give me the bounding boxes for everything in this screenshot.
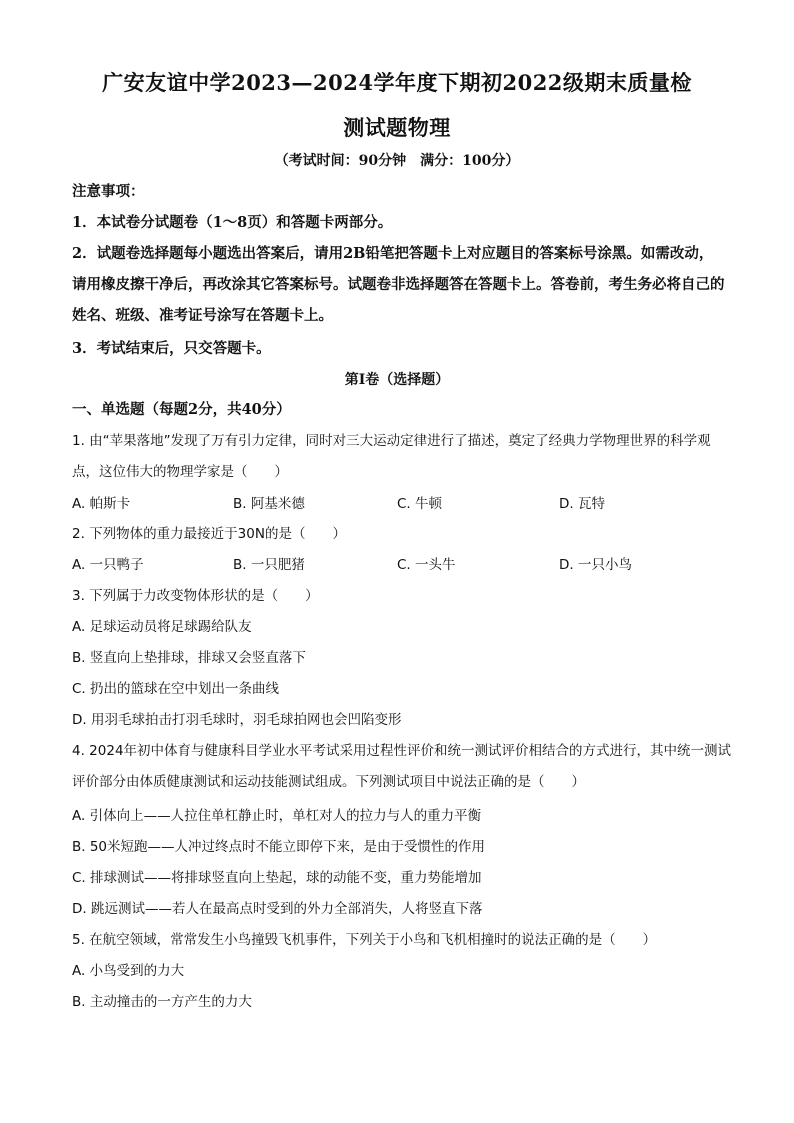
- question-2-option-a: A. 一只鸭子: [72, 557, 144, 573]
- question-3-stem: 3. 下列属于力改变物体形状的是（ ）: [72, 588, 319, 604]
- question-3-option-c: C. 扔出的篮球在空中划出一条曲线: [72, 681, 280, 697]
- question-4-option-b: B. 50米短跑——人冲过终点时不能立即停下来，是由于受惯性的作用: [72, 839, 486, 855]
- question-1-option-c: C. 牛顿: [397, 496, 443, 512]
- question-2-option-d: D. 一只小鸟: [559, 557, 632, 573]
- question-1-option-d: D. 瓦特: [559, 496, 605, 512]
- question-2-option-c: C. 一头牛: [397, 557, 456, 573]
- question-3-option-d: D. 用羽毛球拍击打羽毛球时，羽毛球拍网也会凹陷变形: [72, 712, 402, 728]
- notice-item-3: 3．考试结束后，只交答题卡。: [72, 340, 271, 357]
- question-1-option-b: B. 阿基米德: [233, 496, 305, 512]
- question-1-stem: 1. 由“苹果落地”发现了万有引力定律，同时对三大运动定律进行了描述，奠定了经典力学物理世界的科学观点，这位伟大的物理学家是（ ）: [72, 433, 711, 480]
- question-4-stem: 4. 2024年初中体育与健康科目学业水平考试采用过程性评价和统一测试评价相结合的方式进行，其中统一测试评价部分由体质健康测试和运动技能测试组成。下列测试项目中说法正确的是（ ）: [72, 743, 732, 790]
- question-5-option-a: A. 小鸟受到的力大: [72, 963, 185, 979]
- question-1-option-a: A. 帕斯卡: [72, 496, 131, 512]
- question-5-stem: 5. 在航空领域，常常发生小鸟撞毁飞机事件，下列关于小鸟和飞机相撞时的说法正确的是（ ）: [72, 932, 657, 948]
- question-5-option-b: B. 主动撞击的一方产生的力大: [72, 994, 252, 1010]
- question-3-option-b: B. 竖直向上垫排球，排球又会竖直落下: [72, 650, 306, 666]
- question-2-stem: 2. 下列物体的重力最接近于30N的是（ ）: [72, 526, 346, 542]
- notice-item-1: 1．本试卷分试题卷（1～8页）和答题卡两部分。: [72, 214, 393, 231]
- exam-info: （考试时间：90分钟 满分：100分）: [274, 153, 520, 169]
- question-4-option-d: D. 跳远测试——若人在最高点时受到的外力全部消失，人将竖直下落: [72, 901, 483, 917]
- question-2-option-b: B. 一只肥猪: [233, 557, 305, 573]
- question-3-option-a: A. 足球运动员将足球踢给队友: [72, 619, 252, 635]
- notice-heading: 注意事项：: [72, 183, 145, 200]
- question-4-option-a: A. 引体向上——人拉住单杠静止时，单杠对人的拉力与人的重力平衡: [72, 808, 482, 824]
- notice-item-2: 2．试题卷选择题每小题选出答案后，请用2B铅笔把答题卡上对应题目的答案标号涂黑。如需改动，请用橡皮擦干净后，再改涂其它答案标号。试题卷非选择题答在答题卡上。答卷前，考生务必将自己的姓名、班级、准考证号涂写在答题卡上。: [72, 245, 725, 324]
- exam-title-line1: 广安友谊中学2023—2024学年度下期初2022级期末质量检: [102, 70, 692, 95]
- section-heading: 一、单选题（每题2分，共40分）: [72, 401, 291, 418]
- part1-heading: 第I卷（选择题）: [344, 372, 450, 388]
- question-4-option-c: C. 排球测试——将排球竖直向上垫起，球的动能不变，重力势能增加: [72, 870, 482, 886]
- exam-title-line2: 测试题物理: [343, 115, 451, 140]
